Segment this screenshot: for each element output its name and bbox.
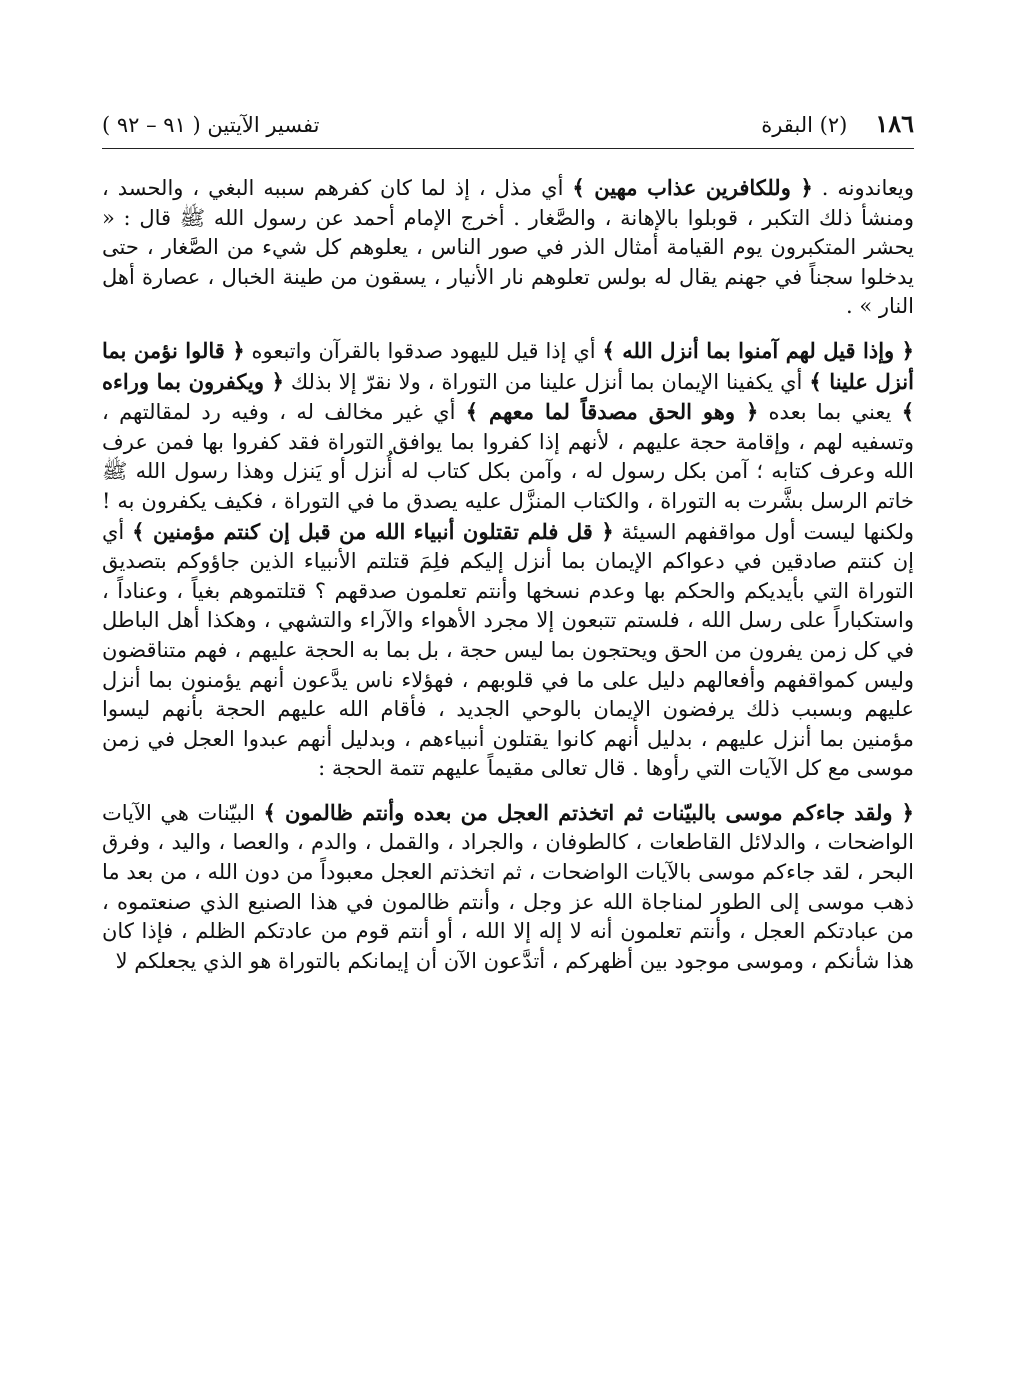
quran-verse: ﴿ ويكفرون بما وراءه ﴾	[102, 368, 914, 425]
paragraph	[102, 173, 914, 322]
commentary-text: أي يكفينا الإيمان بما أنزل علينا من التوراة ، ولا نقرّ إلا بذلك	[283, 369, 810, 394]
commentary-text: أي إذا قيل لليهود صدقوا بالقرآن واتبعوه	[244, 338, 603, 363]
quran-verse: ﴿ قل فلم تقتلون أنبياء الله من قبل إن كنتم مؤمنين ﴾	[132, 518, 614, 544]
paragraph	[102, 798, 914, 977]
commentary-text: البيّنات هي الآيات الواضحات ، والدلائل القاطعات ، كالطوفان ، والجراد ، والقمل ، والدم ، والعصا ، واليد ، وفرق البحر ، لقد جاءكم موسى بالآيات الواضحات ، ثم اتخذتم العجل معبوداً من دون الله ، من بعد ما ذهب موسى إلى الطور لمناجاة الله عز وجل ، وأنتم ظالمون في هذا الصنيع الذي صنعتموه ، من عبادتكم العجل ، وأنتم تعلمون أنه لا إله إلا الله ، أو أنتم قوم من عادتكم الظلم ، فإذا كان هذا شأنكم ، وموسى موجود بين أظهركم ، أتدَّعون الآن أن إيمانكم بالتوراة هو الذي يجعلكم لا	[102, 800, 914, 973]
header-right	[761, 110, 914, 139]
commentary-text: أي إن كنتم صادقين في دعواكم الإيمان بما أنزل إليكم فلِمَ قتلتم الأنبياء الذين جاؤوكم بتصديق التوراة التي بأيديكم والحكم بها وعدم نسخها وأنتم تعلمون صدقهم ؟ قتلتموهم بغياً ، وعناداً ، واستكباراً على رسل الله ، فلستم تتبعون إلا مجرد الأهواء والآراء والتشهي ، وهكذا أهل الباطل في كل زمن يفرون من الحق ويحتجون بما ليس حجة ، بل بما به الحجة عليهم ، فهم متناقضون وليس كمواقفهم وأفعالهم دليل على ما في قلوبهم ، فهؤلاء ناس يدَّعون أنهم يؤمنون بما أنزل عليهم وبسبب ذلك يرفضون الإيمان بالوحي الجديد ، فأقام الله عليهم الحجة بأنهم ليسوا مؤمنين بما أنزل عليهم ، بدليل أنهم كانوا يقتلون أنبياءهم ، وبدليل أنهم عبدوا العجل في زمن موسى مع كل الآيات التي رأوها . قال تعالى مقيماً عليهم تتمة الحجة :	[102, 519, 914, 781]
surah-title: (٢) البقرة	[761, 113, 848, 137]
quran-verse: ﴿ وإذا قيل لهم آمنوا بما أنزل الله ﴾	[602, 337, 914, 363]
commentary-text: أي مذل ، إذ لما كان كفرهم سببه البغي ، والحسد ، ومنشأ ذلك التكبر ، قوبلوا بالإهانة ، والصَّغار . أخرج الإمام أحمد عن رسول الله ﷺ قال : « يحشر المتكبرون يوم القيامة أمثال الذر في صور الناس ، يعلوهم كل شيء من الصَّغار ، حتى يدخلوا سجناً في جهنم يقال له بولس تعلوهم نار الأنيار ، يسقون من طينة الخبال ، عصارة أهل النار » .	[102, 176, 914, 319]
quran-verse: ﴿ وهو الحق مصدقاً لما معهم ﴾	[465, 399, 759, 425]
page-header	[102, 110, 914, 149]
commentary-text: أي غير مخالف له ، وفيه رد لمقالتهم ، وتسفيه لهم ، وإقامة حجة عليهم ، لأنهم إذا كفروا بما يوافق التوراة فقد كفروا بها فمن عرف الله وعرف كتابه ؛ آمن بكل رسول له ، وآمن بكل كتاب له أُنزل أو يَنزل وهذا رسول الله ﷺ خاتم الرسل بشَّرت به التوراة ، والكتاب المنزَّل عليه يصدق ما في التوراة ، فكيف يكفرون به ! ولكنها ليست أول مواقفهم السيئة	[102, 400, 914, 544]
commentary-text: يعني بما بعده	[758, 400, 902, 425]
section-title: تفسير الآيتين ( ٩١ – ٩٢ )	[102, 113, 320, 137]
body-text	[102, 173, 914, 976]
commentary-text: ويعاندونه .	[812, 176, 915, 200]
book-page	[102, 110, 914, 1310]
page-number: ١٨٦	[875, 109, 914, 138]
quran-verse: ﴿ ولقد جاءكم موسى بالبيّنات ثم اتخذتم العجل من بعده وأنتم ظالمون ﴾	[263, 799, 914, 825]
quran-verse: ﴿ قالوا نؤمن بما أنزل علينا ﴾	[102, 337, 914, 394]
paragraph	[102, 336, 914, 784]
quran-verse: ﴿ وللكافرين عذاب مهين ﴾	[572, 175, 813, 200]
